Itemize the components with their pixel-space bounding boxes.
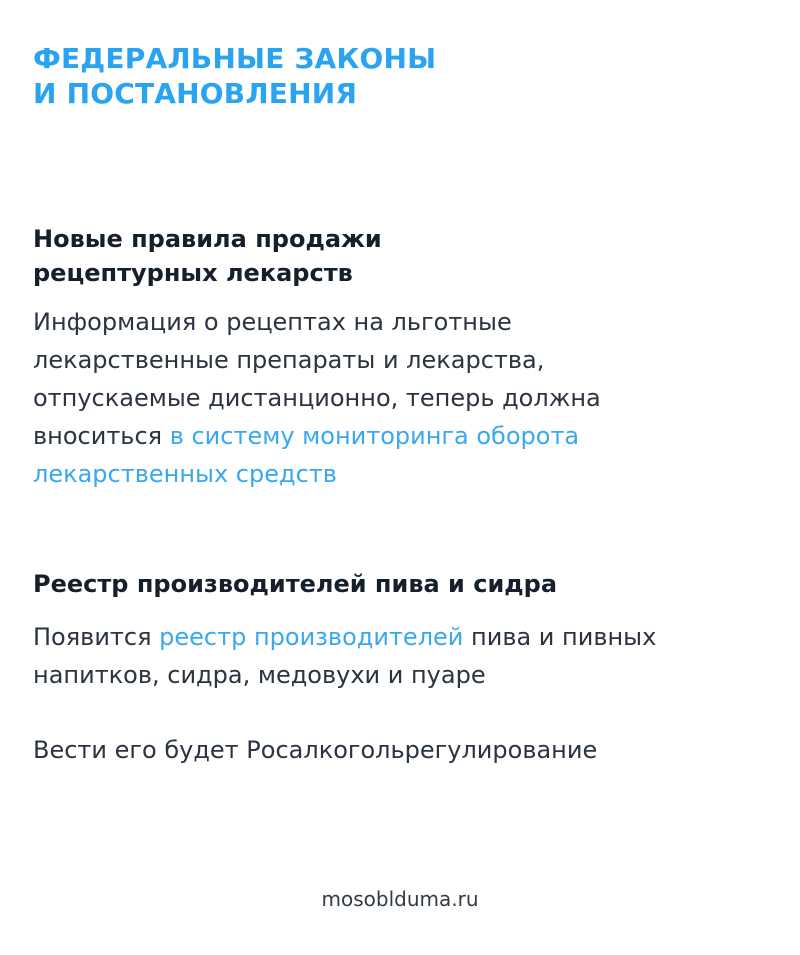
section-2-body — [33, 618, 778, 694]
section-2-heading: Реестр производителей пива и сидра — [33, 570, 558, 598]
section-2-note-line: Вести его будет Росалкогольрегулирование — [33, 736, 598, 764]
footer-site-url: mosobldumа.ru — [321, 887, 479, 911]
section-1-body-line-1: Информация о рецептах на льготные — [33, 308, 512, 336]
section-1-heading — [33, 222, 773, 290]
section-1-body-line-4-text: вноситься — [33, 422, 170, 450]
section-2-body-line-1-text-after: пива и пивных — [463, 623, 657, 651]
section-2-body-line-2: напитков, сидра, медовухи и пуаре — [33, 661, 486, 689]
section-1-body-line-5: лекарственных средств — [33, 460, 337, 488]
page-title — [33, 41, 753, 111]
page-title-line-2: И ПОСТАНОВЛЕНИЯ — [33, 77, 358, 110]
section-1-body-line-2: лекарственные препараты и лекарства, — [33, 346, 545, 374]
section-1-heading-line-2: рецептурных лекарств — [33, 259, 353, 287]
section-1-heading-line-1: Новые правила продажи — [33, 225, 382, 253]
section-1-body-line-3: отпускаемые дистанционно, теперь должна — [33, 384, 601, 412]
section-2-note — [33, 731, 778, 769]
monitoring-system-highlight: в систему мониторинга оборота — [169, 422, 580, 450]
section-1-body-line-4 — [33, 417, 778, 455]
producers-registry-highlight: реестр производителей — [159, 623, 464, 651]
page-title-line-1: ФЕДЕРАЛЬНЫЕ ЗАКОНЫ — [33, 42, 437, 75]
section-1-body — [33, 303, 778, 493]
section-2-body-line-1-text-before: Появится — [33, 623, 160, 651]
section-2-body-line-1 — [33, 618, 778, 656]
